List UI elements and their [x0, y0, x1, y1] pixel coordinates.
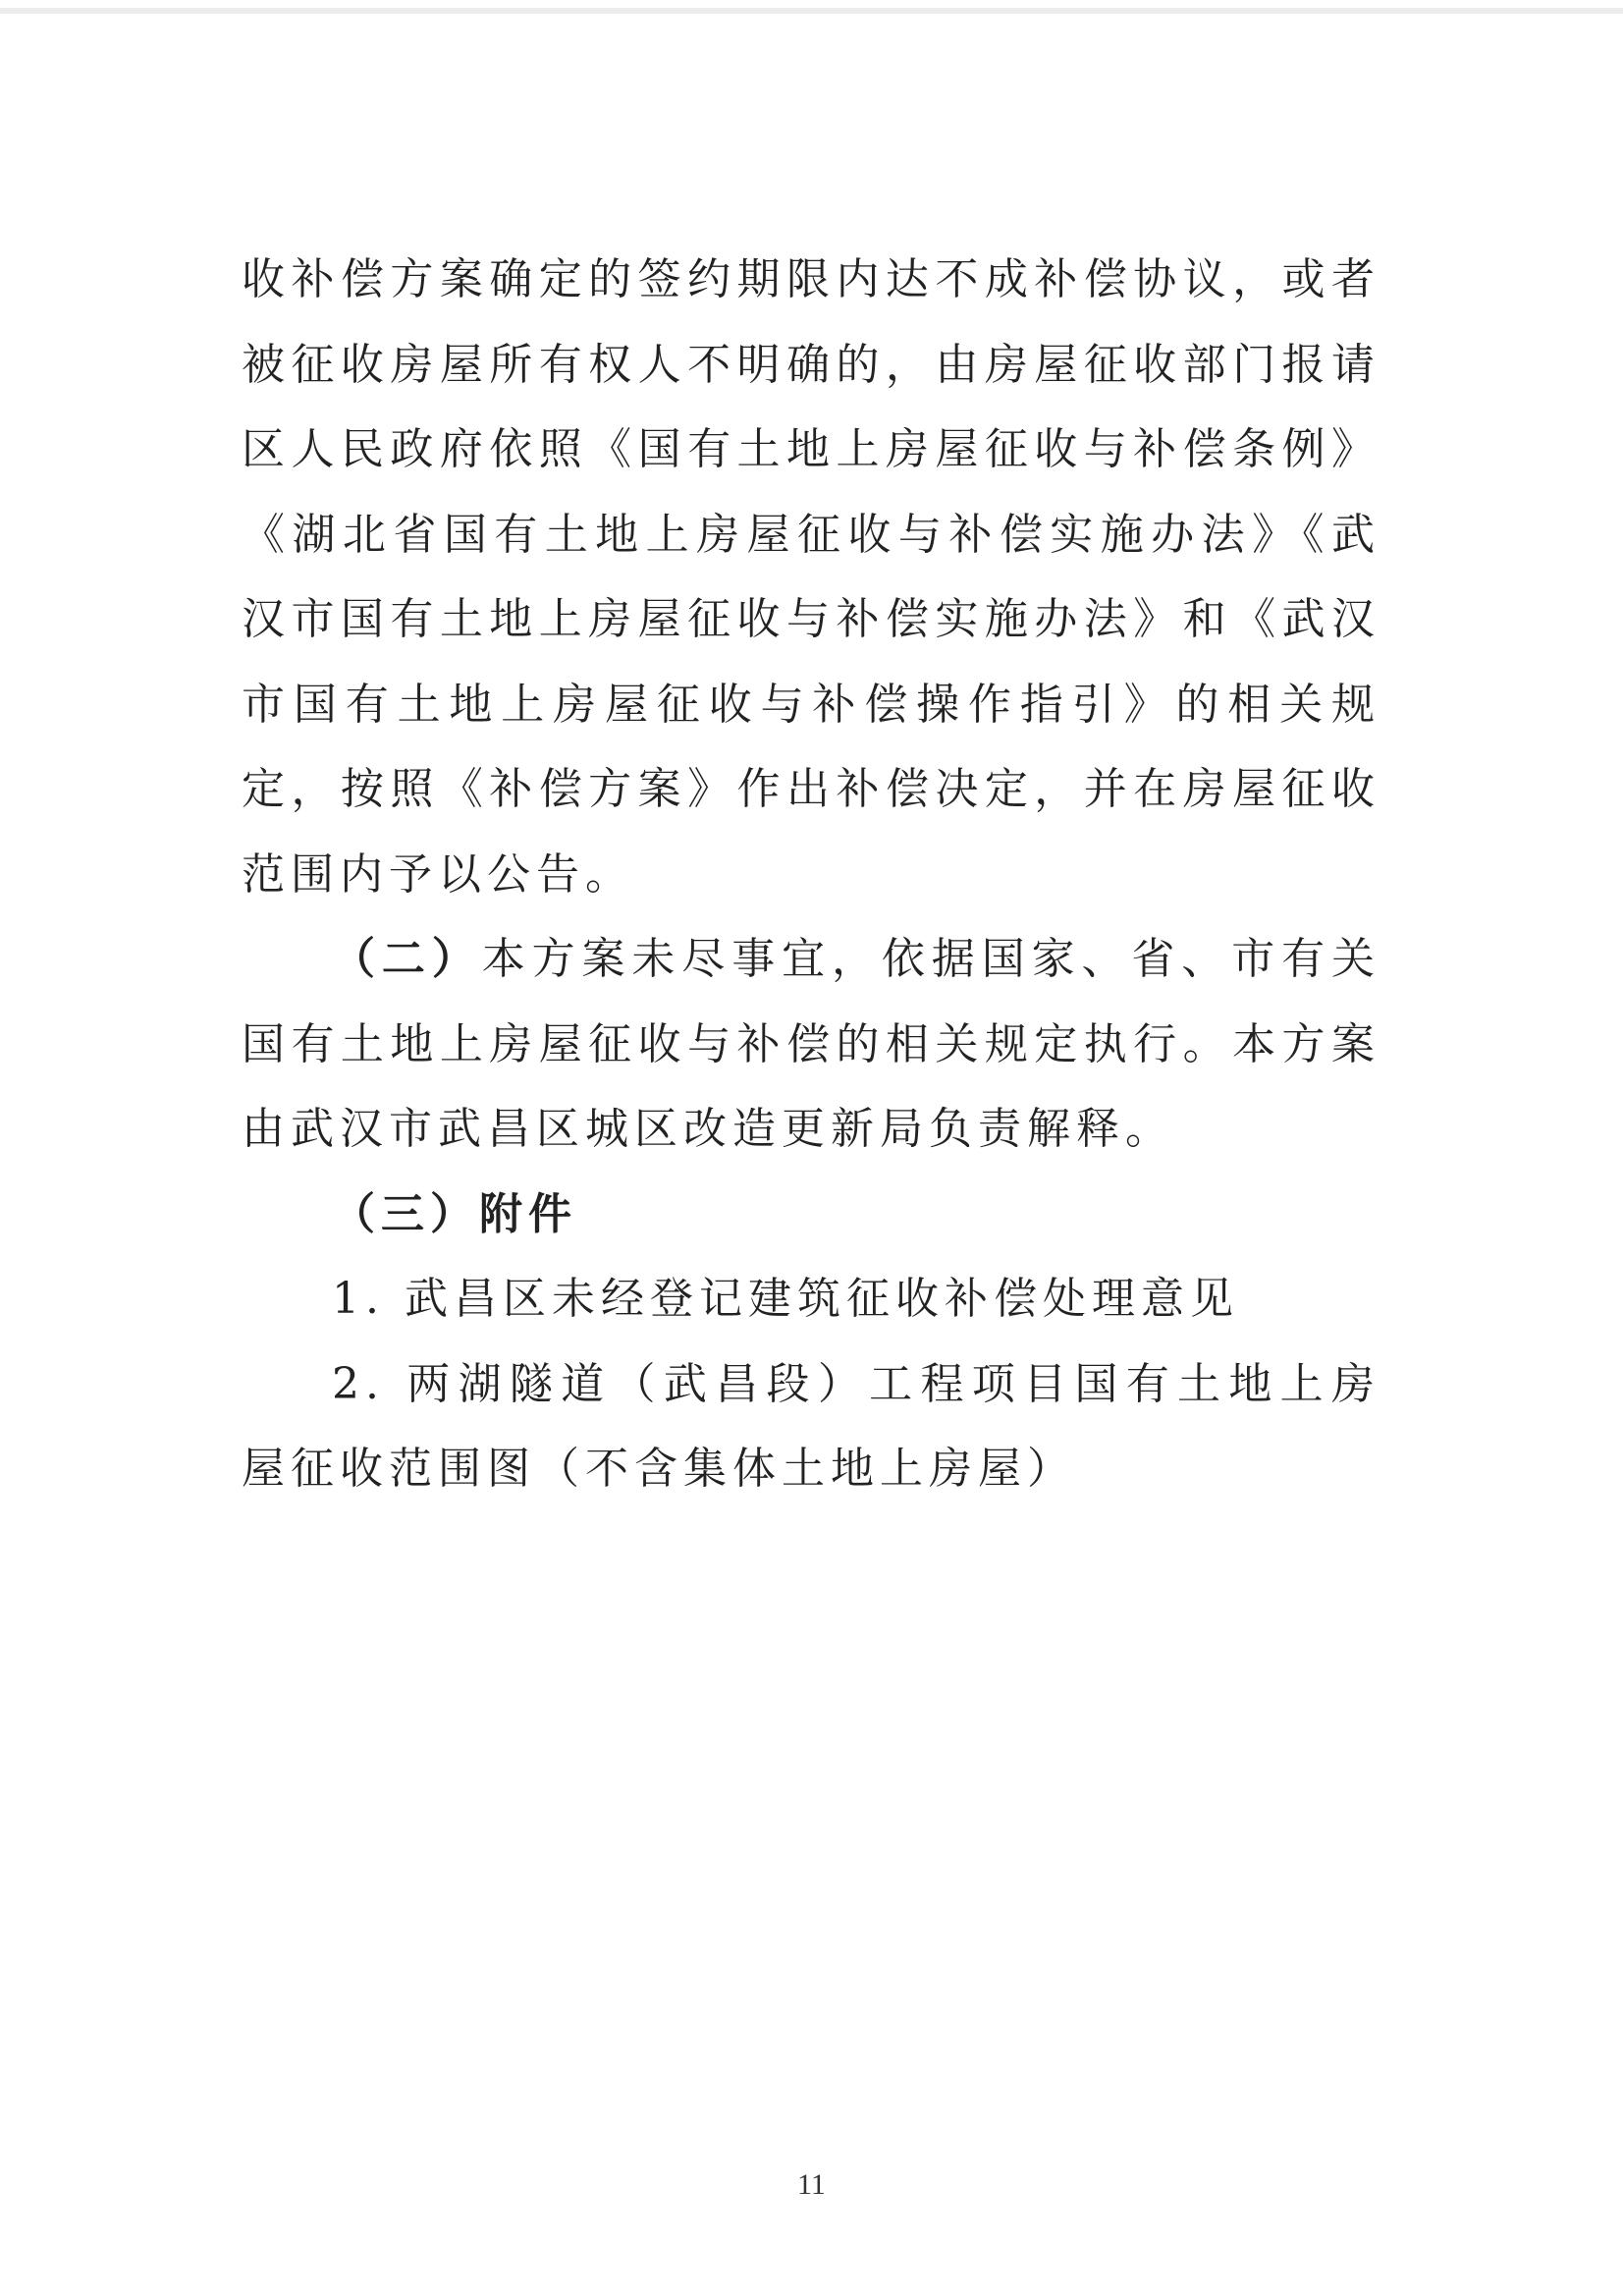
attachment-item-text: 1. 武昌区未经登记建筑征收补偿处理意见	[332, 1274, 1239, 1324]
scan-top-edge	[0, 8, 1623, 14]
document-body	[242, 238, 1380, 1512]
paragraph-compensation-decision	[242, 238, 1380, 917]
attachment-item-2	[242, 1342, 1380, 1512]
paragraph-section-three	[242, 1173, 1380, 1258]
paragraph-text: 收补偿方案确定的签约期限内达不成补偿协议，或者被征收房屋所有权人不明确的，由房屋征收部门报请区人民政府依照《国有土地上房屋征收与补偿条例》《湖北省国有土地上房屋征收与补偿实施办法》《武汉市国有土地上房屋征收与补偿实施办法》和《武汉市国有土地上房屋征收与补偿操作指引》的相关规定，按照《补偿方案》作出补偿决定，并在房屋征收范围内予以公告。	[242, 254, 1380, 900]
section-three-label: （三）	[332, 1188, 479, 1239]
section-two-label: （二）	[332, 934, 482, 984]
page-number: 11	[797, 2168, 826, 2201]
attachment-item-text: 2. 两湖隧道（武昌段）工程项目国有土地上房屋征收范围图（不含集体土地上房屋）	[242, 1358, 1380, 1494]
paragraph-section-two	[242, 917, 1380, 1173]
section-three-title: 附件	[479, 1188, 577, 1239]
section-two-text: 本方案未尽事宜，依据国家、省、市有关国有土地上房屋征收与补偿的相关规定执行。本方案由武汉市武昌区城区改造更新局负责解释。	[242, 934, 1381, 1154]
attachment-item-1	[242, 1257, 1380, 1342]
